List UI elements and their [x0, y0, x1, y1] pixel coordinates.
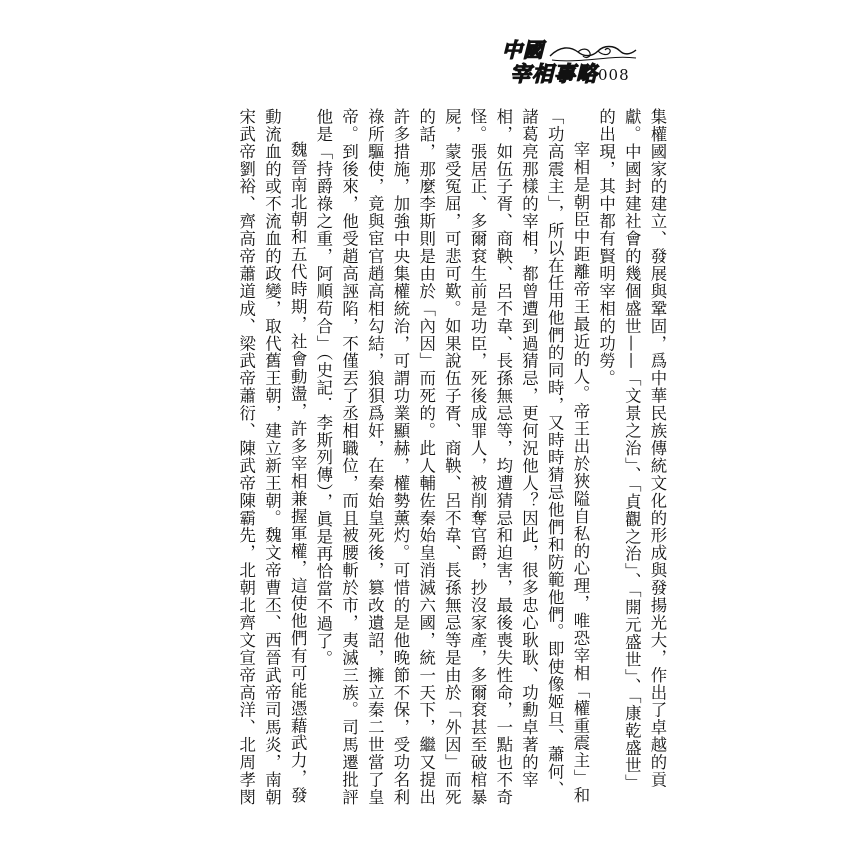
paragraph: 宰相是朝臣中距離帝王最近的人。帝王出於狹隘自私的心理，唯恐宰相「權重震主」和「功高震主」，所以在任用他們的同時，又時時猜忌他們和防範他們。即使像姬旦、蕭何、諸葛亮那樣的宰相，都曾遭到過猜忌，更何況他人？因此，很多忠心耿耿、功勳卓著的宰相，如伍子胥、商鞅、呂不韋、長孫無忌等，均遭猜忌和迫害，最後喪失性命，一點也不奇怪。張居正、多爾袞生前是功臣，死後成罪人，被削奪官爵，抄沒家產，多爾袞甚至破棺暴屍，蒙受冤屈，可悲可歎。如果說伍子胥、商鞅、呂不韋、長孫無忌等是由於「外因」而死的話，那麼李斯則是由於「內因」而死的。此人輔佐秦始皇消滅六國，統一天下，繼又提出許多措施，加強中央集權統治，可謂功業顯赫，權勢薰灼。可惜的是他晚節不保，受功名利祿所驅使，竟與宦官趙高相勾結，狼狽爲奸，在秦始皇死後，篡改遺詔，擁立秦二世當了皇帝。到後來，他受趙高誣陷，不僅丟了丞相職位，而且被腰斬於市，夷滅三族。司馬遷批評他是「持爵祿之重，阿順苟合」（史記．李斯列傳），眞是再恰當不過了。: [313, 108, 590, 806]
header-title-line1: 中國: [502, 38, 544, 62]
body-text: [190, 108, 670, 808]
paragraph: 魏晉南北朝和五代時期，社會動盪，許多宰相兼握軍權，這使他們有可能憑藉武力，發動流血的或不流血的政變，取代舊王朝，建立新王朝。魏文帝曹丕、西晉武帝司馬炎，南朝宋武帝劉裕、齊高帝蕭道成、梁武帝蕭衍、陳武帝陳霸先，北朝北齊文宣帝高洋、北周孝閔: [236, 108, 308, 806]
page-number: 008: [598, 66, 630, 84]
header-title-line2: 宰相事略: [510, 62, 598, 86]
paragraph: 集權國家的建立、發展與鞏固，爲中華民族傳統文化的形成與發揚光大，作出了卓越的貢獻。中國封建社會的幾個盛世——「文景之治」、「貞觀之治」、「開元盛世」、「康乾盛世」的出現，其中都有賢明宰相的功勞。: [596, 108, 667, 792]
